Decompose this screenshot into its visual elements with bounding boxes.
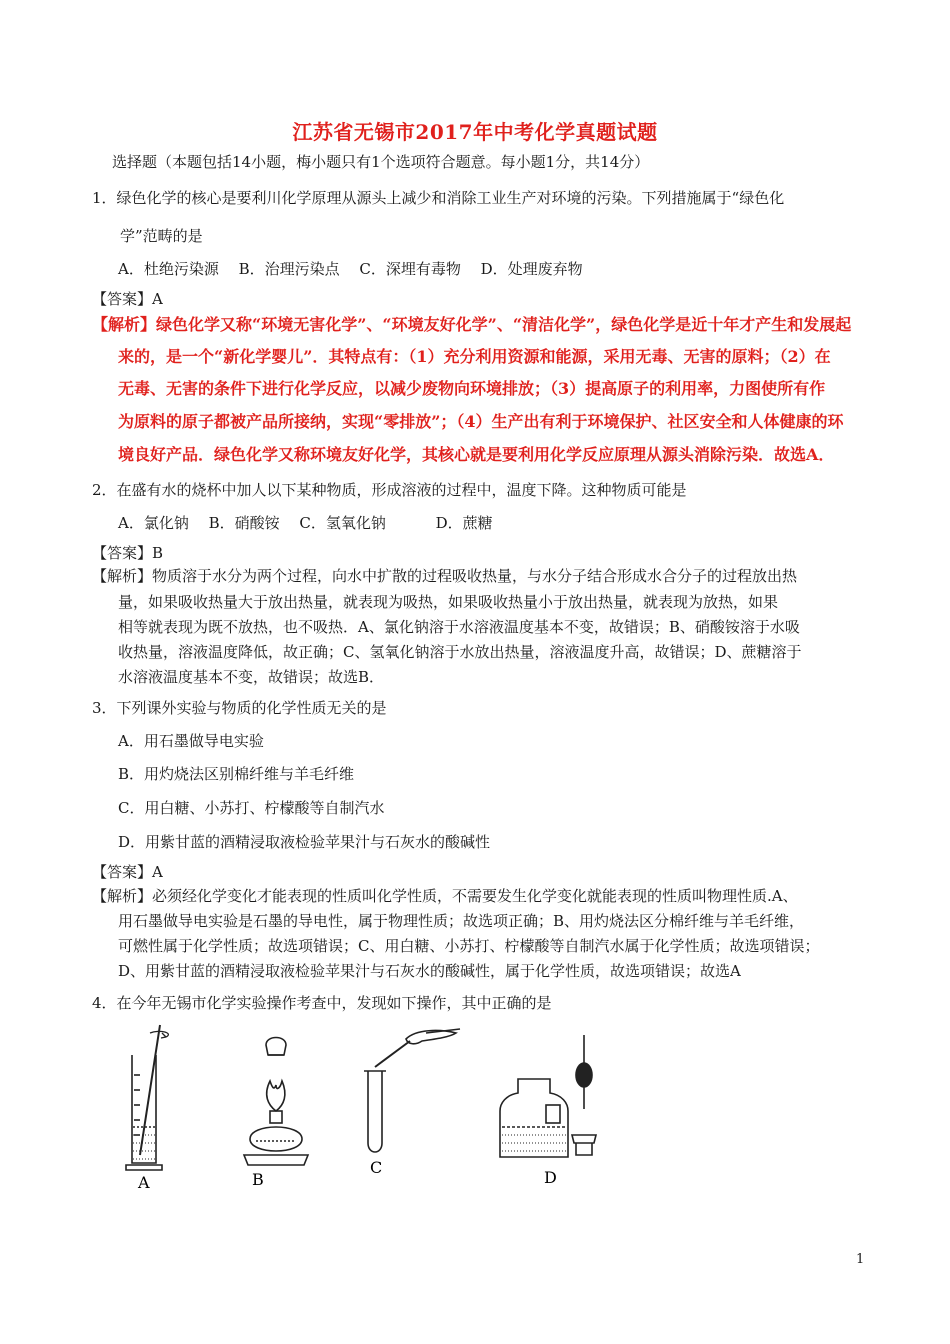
q3-option-b: B．用灼烧法区别棉纤维与羊毛纤维 [118, 765, 355, 783]
q1-answer: 【答案】A [92, 290, 163, 308]
q1-options: A．杜绝污染源 B．治理污染点 C．深埋有毒物 D．处理废弃物 [118, 260, 583, 278]
q1-analysis-line1: 【解析】绿色化学又称“环境无害化学”、“环境友好化学”、“清洁化学”，绿色化学是近十年才产生和发展起 [92, 315, 852, 334]
q3-analysis-line3: 可燃性属于化学性质；故选项错误；C、用白糖、小苏打、柠檬酸等自制汽水属于化学性质；故选项错误； [118, 937, 820, 955]
q2-answer: 【答案】B [92, 544, 164, 562]
q3-analysis-line4: D、用紫甘蓝的酒精浸取液检验苹果汁与石灰水的酸碱性，属于化学性质，故选项错误；故选A [118, 962, 741, 980]
figure-label-c: C [370, 1158, 383, 1177]
q1-stem-line1: 1．绿色化学的核心是要利川化学原理从源头上减少和消除工业生产对环境的污染。下列措施属于“绿色化 [92, 189, 785, 207]
q3-analysis-line2: 用石墨做导电实验是石墨的导电性，属于物理性质；故选项正确；B、用灼烧法区分棉纤维与羊毛纤维， [118, 912, 805, 930]
lab-operations-figure [110, 1015, 610, 1195]
figure-a-cylinder [126, 1025, 168, 1170]
figure-label-d: D [544, 1168, 557, 1187]
q3-option-d: D．用紫甘蓝的酒精浸取液检验苹果汁与石灰水的酸碱性 [118, 833, 491, 851]
q1-analysis-line4: 为原料的原子都被产品所接纳，实现“零排放”；（4）生产出有利于环境保护、社区安全和人体健康的环 [118, 412, 844, 431]
q2-stem: 2．在盛有水的烧杯中加人以下某种物质，形成溶液的过程中，温度下降。这种物质可能是 [92, 481, 687, 499]
q3-answer: 【答案】A [92, 863, 163, 881]
section-header: 选择题（本题包括14小题，梅小题只有1个选项符合题意。每小题1分，共14分） [112, 153, 650, 171]
figure-c-test-tube [364, 1029, 460, 1152]
q1-stem-line2: 学”范畴的是 [120, 227, 203, 245]
q2-analysis-line1: 【解析】物质溶于水分为两个过程，向水中扩散的过程吸收热量，与水分子结合形成水合分子的过程放出热 [92, 567, 798, 585]
q1-analysis-line2: 来的，是一个“新化学婴儿”．其特点有：（1）充分利用资源和能源，采用无毒、无害的原料；（2）在 [118, 347, 831, 366]
q4-stem: 4．在今年无锡市化学实验操作考查中，发现如下操作，其中正确的是 [92, 994, 552, 1012]
q2-analysis-line3: 相等就表现为既不放热，也不吸热．A、氯化钠溶于水溶液温度基本不变，故错误；B、硝酸铵溶于水吸 [118, 618, 800, 636]
q1-analysis-line3: 无毒、无害的条件下进行化学反应，以减少废物向环境排放；（3）提高原子的利用率，力图使所有作 [118, 379, 826, 398]
figure-b-alcohol-lamp [244, 1038, 308, 1166]
figure-label-a: A [138, 1173, 150, 1192]
figure-d-reagent-bottle [500, 1035, 596, 1157]
q2-analysis-line5: 水溶液温度基本不变，故错误；故选B． [118, 668, 385, 686]
q3-stem: 3．下列课外实验与物质的化学性质无关的是 [92, 699, 387, 717]
q1-analysis-line5: 境良好产品．绿色化学又称环境友好化学，其核心就是要利用化学反应原理从源头消除污染．故选A． [118, 445, 835, 464]
q2-analysis-line2: 量，如果吸收热量大于放出热量，就表现为吸热，如果吸收热量小于放出热量，就表现为放热，如果 [118, 593, 779, 611]
page-number: 1 [856, 1252, 865, 1267]
page-title: 江苏省无锡市2017年中考化学真题试题 [292, 120, 658, 144]
q2-analysis-line4: 收热量，溶液温度降低，故正确；C、氢氧化钠溶于水放出热量，溶液温度升高，故错误；D、蔗糖溶于 [118, 643, 802, 661]
q3-analysis-line1: 【解析】必须经化学变化才能表现的性质叫化学性质，不需要发生化学变化就能表现的性质叫物理性质.A、 [92, 887, 798, 905]
q3-option-a: A．用石墨做导电实验 [118, 732, 264, 750]
q2-options: A．氯化钠 B．硝酸铵 C．氢氧化钠 D．蔗糖 [118, 514, 493, 532]
q3-option-c: C．用白糖、小苏打、柠檬酸等自制汽水 [118, 799, 385, 817]
figure-label-b: B [252, 1170, 264, 1189]
